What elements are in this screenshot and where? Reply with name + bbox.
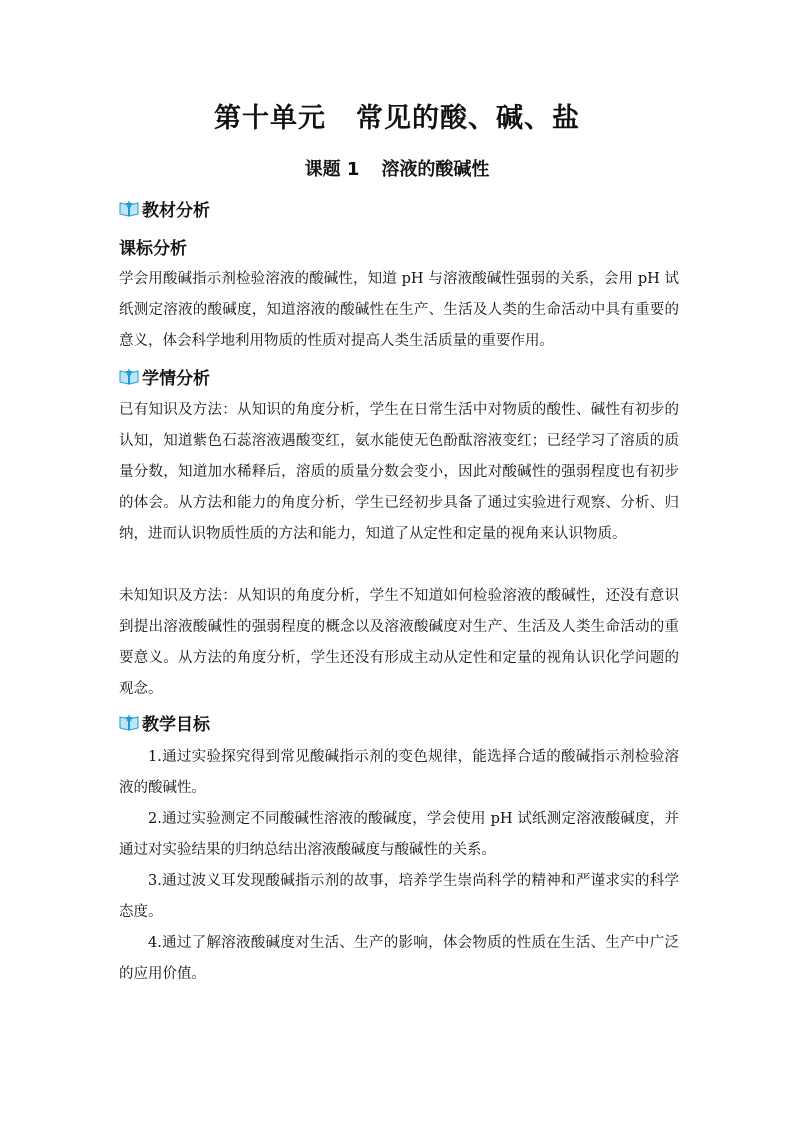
goal-item: 3.通过波义耳发现酸碱指示剂的故事，培养学生崇尚科学的精神和严谨求实的科学态度。 [119, 873, 679, 920]
curriculum-analysis-text: 学会用酸碱指示剂检验溶液的酸碱性，知道 pH 与溶液酸碱性强弱的关系，会用 pH 试纸测定溶液的酸碱度，知道溶液的酸碱性在生产、生活及人类的生命活动中具有重要的意义，体会科学地利用物质的性质对提高人类生活质量的重要作用。 [119, 271, 679, 349]
lesson-number: 课题 1 [304, 159, 360, 180]
open-book-icon [119, 713, 139, 731]
goal-item: 1.通过实验探究得到常见酸碱指示剂的变色规律，能选择合适的酸碱指示剂检验溶液的酸碱性。 [119, 749, 679, 796]
section-learner-analysis [119, 364, 210, 388]
section-textbook-analysis [119, 196, 210, 220]
section-title: 学情分析 [142, 368, 210, 389]
open-book-icon [119, 199, 139, 217]
goal-item: 2.通过实验测定不同酸碱性溶液的酸碱度，学会使用 pH 试纸测定溶液酸碱度，并通过对实验结果的归纳总结出溶液酸碱度与酸碱性的关系。 [119, 811, 679, 858]
curriculum-analysis-heading: 课标分析 [119, 239, 187, 259]
section-title: 教材分析 [142, 200, 210, 221]
open-book-icon [119, 367, 139, 385]
section-teaching-goals [119, 710, 210, 734]
unit-number: 第十单元 [214, 103, 326, 134]
unit-name: 常见的酸、碱、盐 [356, 103, 580, 134]
unknown-knowledge-text: 未知知识及方法：从知识的角度分析，学生不知道如何检验溶液的酸碱性，还没有意识到提出溶液酸碱性的强弱程度的概念以及溶液酸碱度对生产、生活及人类生命活动的重要意义。从方法的角度分析，学生还没有形成主动从定性和定量的视角认识化学问题的观念。 [119, 588, 679, 697]
unit-title [0, 96, 794, 135]
section-title: 教学目标 [142, 714, 210, 735]
goal-item: 4.通过了解溶液酸碱度对生活、生产的影响，体会物质的性质在生活、生产中广泛的应用价值。 [119, 935, 679, 982]
lesson-title [0, 155, 794, 181]
lesson-name: 溶液的酸碱性 [381, 159, 490, 180]
known-knowledge-text: 已有知识及方法：从知识的角度分析，学生在日常生活中对物质的酸性、碱性有初步的认知，知道紫色石蕊溶液遇酸变红，氨水能使无色酚酞溶液变红；已经学习了溶质的质量分数，知道加水稀释后，溶质的质量分数会变小，因此对酸碱性的强弱程度也有初步的体会。从方法和能力的角度分析，学生已经初步具备了通过实验进行观察、分析、归纳，进而认识物质性质的方法和能力，知道了从定性和定量的视角来认识物质。 [119, 402, 679, 542]
